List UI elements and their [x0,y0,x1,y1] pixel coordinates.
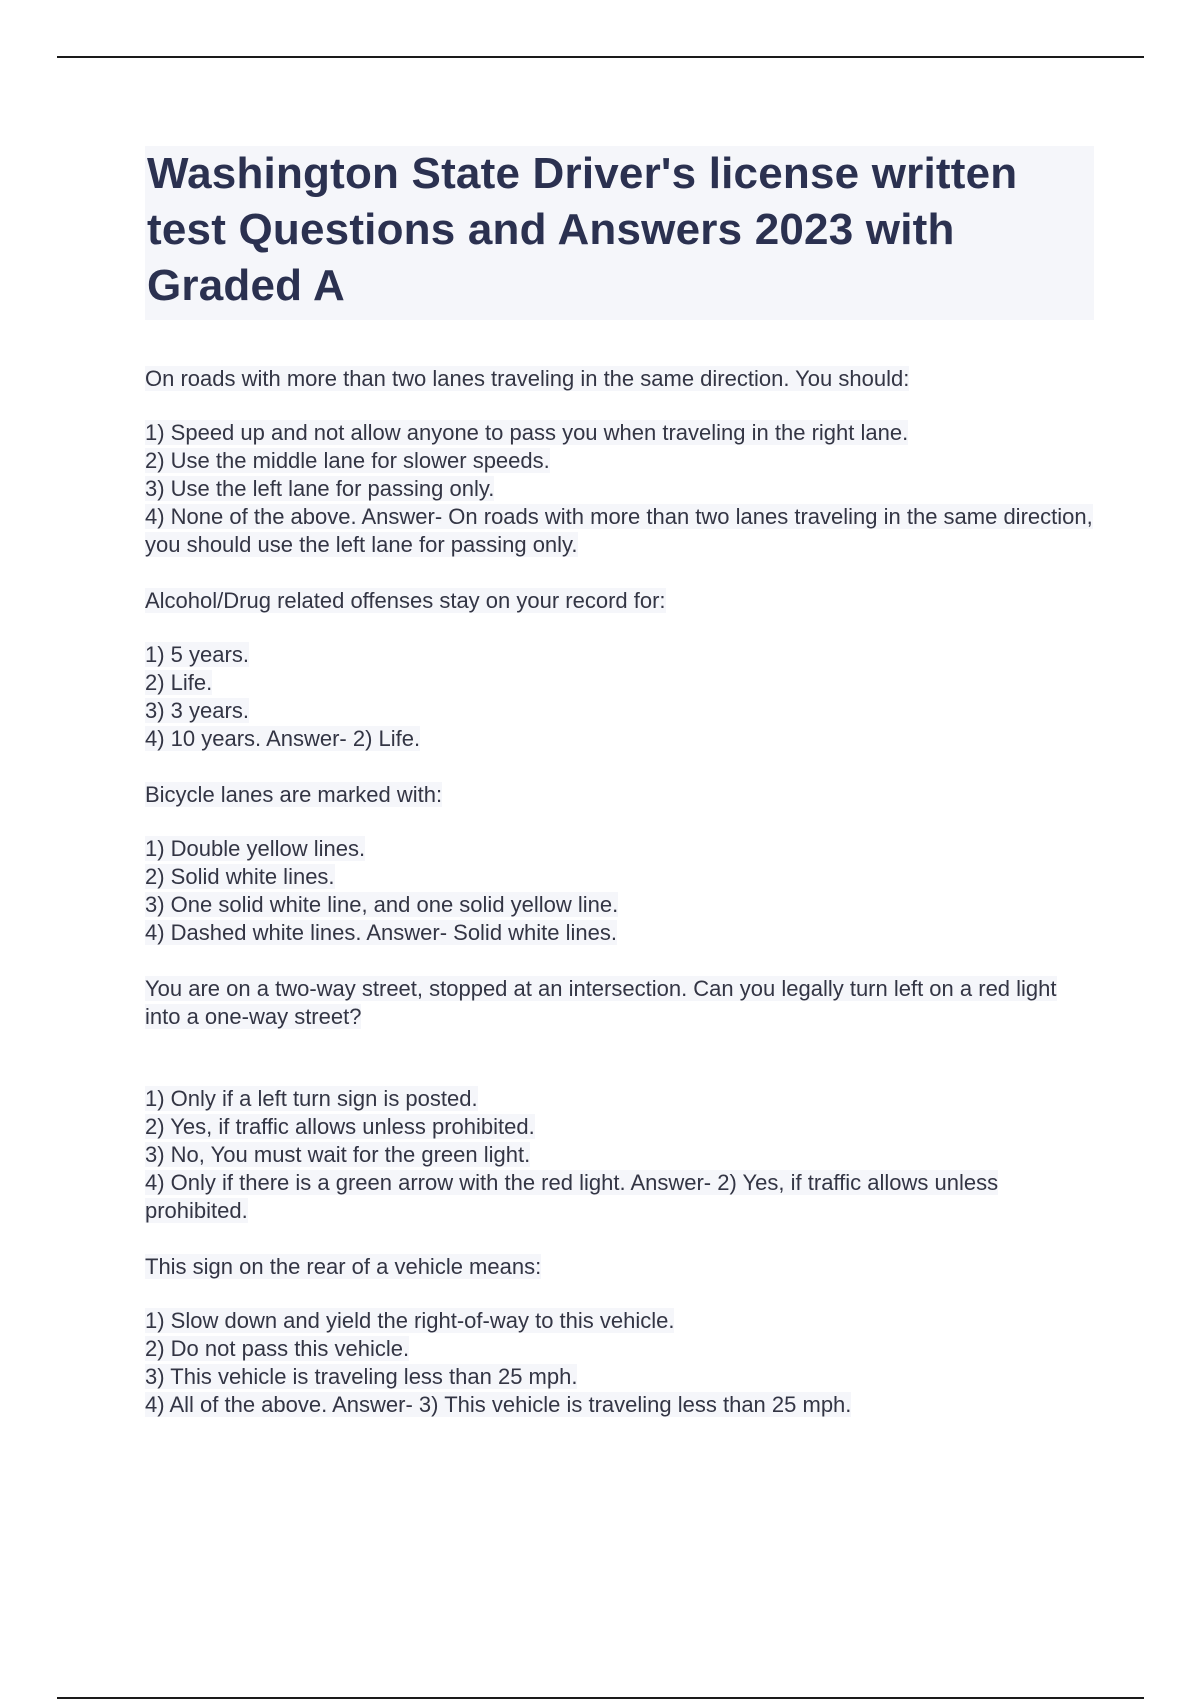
answer-option: 4) Only if there is a green arrow with the red light. Answer- 2) Yes, if traffic allows unless prohibited. [145,1170,999,1223]
answer-option: 2) Do not pass this vehicle. [145,1336,410,1361]
answer-option: 3) Use the left lane for passing only. [145,476,495,501]
question-prompt: On roads with more than two lanes traveling in the same direction. You should: [145,366,910,391]
answer-option: 3) 3 years. [145,698,249,723]
answer-options [145,1307,1095,1419]
question-prompt: You are on a two-way street, stopped at an intersection. Can you legally turn left on a red light into a one-way street? [145,976,1057,1029]
answer-option: 3) One solid white line, and one solid yellow line. [145,892,619,917]
answer-options [145,835,1095,947]
answer-options [145,419,1095,559]
answer-option: 2) Solid white lines. [145,864,335,889]
question-4 [145,975,1095,1225]
answer-option: 1) Speed up and not allow anyone to pass you when traveling in the right lane. [145,420,909,445]
answer-options [145,1085,1095,1225]
question-prompt: Alcohol/Drug related offenses stay on your record for: [145,588,666,613]
answer-option: 2) Use the middle lane for slower speeds. [145,448,550,473]
answer-option: 1) Only if a left turn sign is posted. [145,1086,478,1111]
answer-option: 1) Double yellow lines. [145,836,366,861]
bottom-divider [57,1697,1144,1699]
answer-option: 4) 10 years. Answer- 2) Life. [145,726,421,751]
question-prompt: This sign on the rear of a vehicle means: [145,1254,542,1279]
question-2 [145,587,1095,753]
answer-option: 2) Life. [145,670,213,695]
answer-option: 1) Slow down and yield the right-of-way to this vehicle. [145,1308,675,1333]
document-title: Washington State Driver's license written test Questions and Answers 2023 with Graded A [147,149,1018,310]
title-block [145,146,1094,320]
question-1 [145,365,1095,559]
answer-option: 1) 5 years. [145,642,249,667]
question-5 [145,1253,1095,1419]
question-3 [145,781,1095,947]
document-body [145,365,1095,1447]
answer-option: 3) This vehicle is traveling less than 25 mph. [145,1364,578,1389]
answer-option: 4) All of the above. Answer- 3) This vehicle is traveling less than 25 mph. [145,1392,852,1417]
answer-option: 3) No, You must wait for the green light. [145,1142,531,1167]
answer-option: 4) Dashed white lines. Answer- Solid white lines. [145,920,618,945]
answer-option: 4) None of the above. Answer- On roads with more than two lanes traveling in the same direction, you should use the left lane for passing only. [145,504,1093,557]
answer-option: 2) Yes, if traffic allows unless prohibited. [145,1114,535,1139]
top-divider [57,56,1144,58]
question-prompt: Bicycle lanes are marked with: [145,782,443,807]
answer-options [145,641,1095,753]
